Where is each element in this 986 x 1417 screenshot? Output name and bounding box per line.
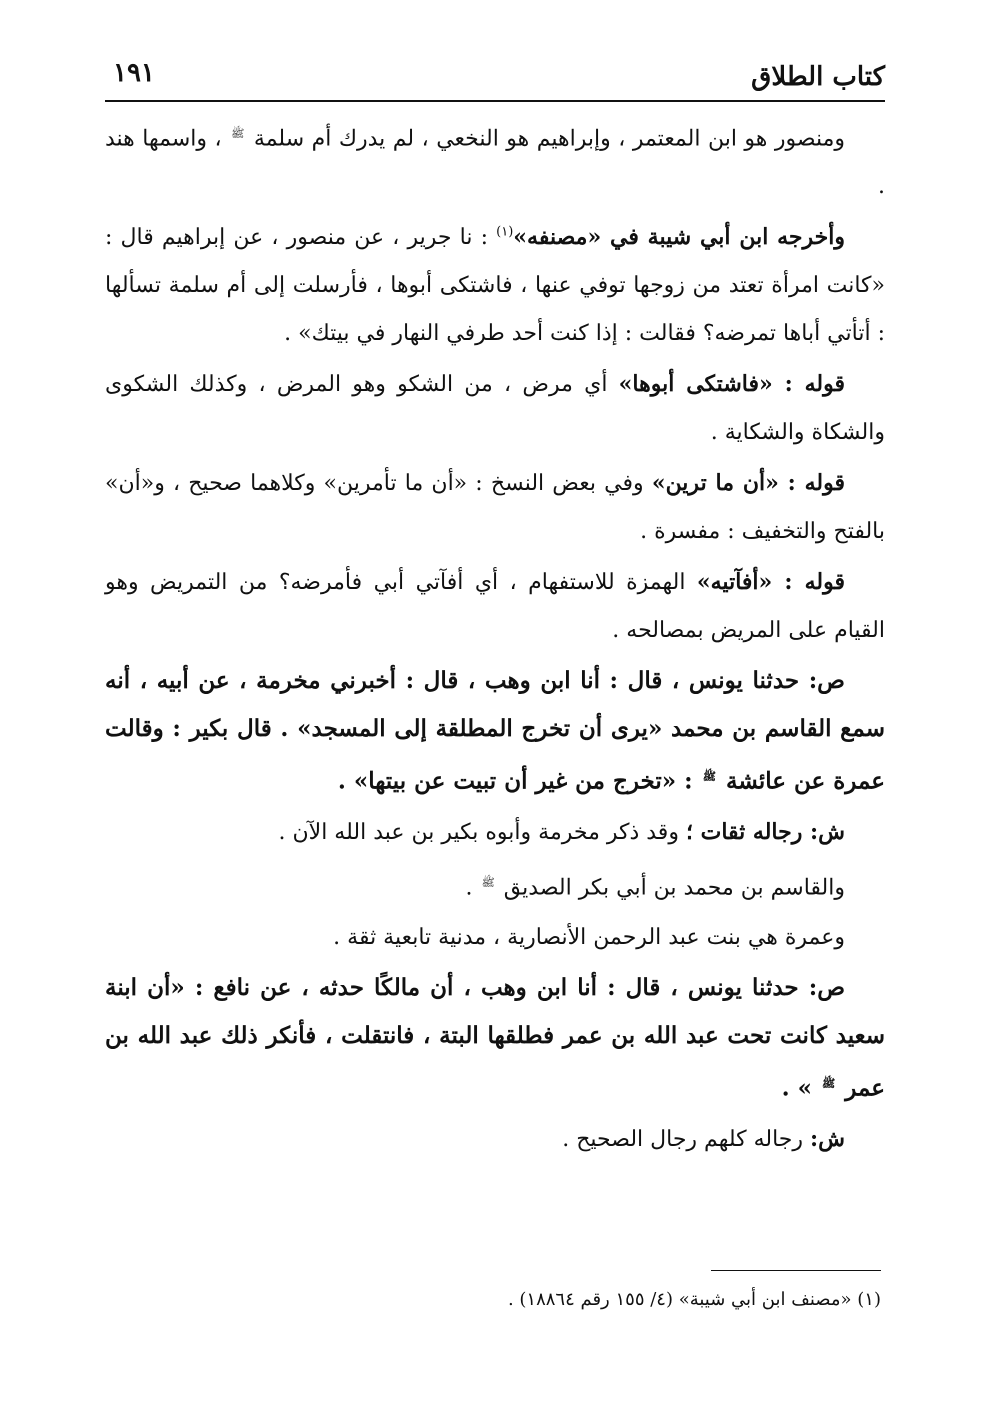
honorific-mark: ﷺ bbox=[481, 875, 495, 889]
paragraph-8-text: والقاسم بن محمد بن أبي بكر الصديق bbox=[503, 875, 845, 901]
paragraph-6 bbox=[105, 657, 885, 806]
page-number: ١٩١ bbox=[113, 58, 155, 88]
chapter-title: كتاب الطلاق bbox=[751, 62, 885, 92]
paragraph-11 bbox=[105, 1115, 885, 1164]
book-page bbox=[105, 50, 885, 1166]
paragraph-10 bbox=[105, 964, 885, 1113]
paragraph-1-tail: ، واسمها هند . bbox=[105, 126, 885, 200]
page-body bbox=[105, 102, 885, 1164]
paragraph-11-text: رجاله كلهم رجال الصحيح . bbox=[562, 1126, 804, 1152]
paragraph-9-text: وعمرة هي بنت عبد الرحمن الأنصارية ، مدنية تابعية ثقة . bbox=[333, 925, 845, 951]
paragraph-3 bbox=[105, 360, 885, 457]
paragraph-1 bbox=[105, 110, 885, 211]
paragraph-2-text: : نا جرير ، عن منصور ، عن إبراهيم قال : «كانت امرأة تعتد من زوجها توفي عنها ، فاشتكى أبوها ، فأرسلت إلى أم سلمة تسألها : أتأتي أباها تمرضه؟ فقالت : إذا كنت أحد طرفي النهار في بيتك» . bbox=[105, 225, 885, 347]
paragraph-8 bbox=[105, 859, 885, 912]
paragraph-7 bbox=[105, 808, 885, 857]
paragraph-5 bbox=[105, 558, 885, 655]
footnote-divider bbox=[711, 1270, 881, 1271]
paragraph-4 bbox=[105, 459, 885, 556]
honorific-mark: ﷺ bbox=[231, 127, 245, 140]
paragraph-10-text: ص: حدثنا يونس ، قال : أنا ابن وهب ، أن مالكًا حدثه ، عن نافع : «أن ابنة سعيد كانت تحت عبد الله بن عمر فطلقها البتة ، فانتقلت ، فأنكر ذلك عبد الله بن عمر bbox=[105, 974, 885, 1102]
paragraph-4-lead: قوله : «أن ما ترين» bbox=[651, 470, 846, 497]
footnote-reference[interactable]: (١) bbox=[496, 225, 514, 240]
paragraph-3-lead: قوله : «فاشتكى أبوها» bbox=[618, 371, 845, 398]
paragraph-7-lead: ش: رجاله ثقات ؛ bbox=[685, 818, 845, 845]
honorific-mark: ﷺ bbox=[821, 1077, 836, 1091]
paragraph-2 bbox=[105, 213, 885, 358]
paragraph-5-lead: قوله : «أفآتيه» bbox=[696, 569, 845, 596]
honorific-mark: ﷺ bbox=[702, 770, 716, 784]
paragraph-11-lead: ش: bbox=[810, 1125, 845, 1152]
paragraph-7-text: وقد ذكر مخرمة وأبوه بكير بن عبد الله الآن . bbox=[278, 819, 679, 845]
paragraph-9 bbox=[105, 914, 885, 962]
paragraph-10-tail: » . bbox=[781, 1074, 812, 1102]
paragraph-4-text: وفي بعض النسخ : «أن ما تأمرين» وكلاهما صحيح ، و«أن» بالفتح والتخفيف : مفسرة . bbox=[105, 471, 885, 545]
paragraph-5-text: الهمزة للاستفهام ، أي أفآتي أبي فأمرضه؟ من التمريض وهو القيام على المريض بمصالحه . bbox=[105, 570, 885, 644]
paragraph-6-text: ص: حدثنا يونس ، قال : أنا ابن وهب ، قال : أخبرني مخرمة ، عن أبيه ، أنه سمع القاسم بن محمد «يرى أن تخرج المطلقة إلى المسجد» . قال بكير : وقالت عمرة عن عائشة bbox=[105, 667, 885, 795]
paragraph-1-text: ومنصور هو ابن المعتمر ، وإبراهيم هو النخعي ، لم يدرك أم سلمة bbox=[253, 126, 845, 152]
page-header bbox=[105, 50, 885, 102]
paragraph-8-tail: . bbox=[465, 875, 473, 901]
paragraph-3-text: أي مرض ، من الشكو وهو المرض ، وكذلك الشكوى والشكاة والشكاية . bbox=[105, 372, 885, 446]
footnote-text: (١) «مصنف ابن أبي شيبة» (٤/ ١٥٥ رقم ١٨٨٦٤) . bbox=[507, 1289, 881, 1310]
footnote bbox=[101, 1286, 881, 1314]
paragraph-2-lead: وأخرجه ابن أبي شيبة في «مصنفه» bbox=[513, 224, 845, 251]
paragraph-6-tail: : «تخرج من غير أن تبيت عن بيتها» . bbox=[337, 767, 693, 795]
